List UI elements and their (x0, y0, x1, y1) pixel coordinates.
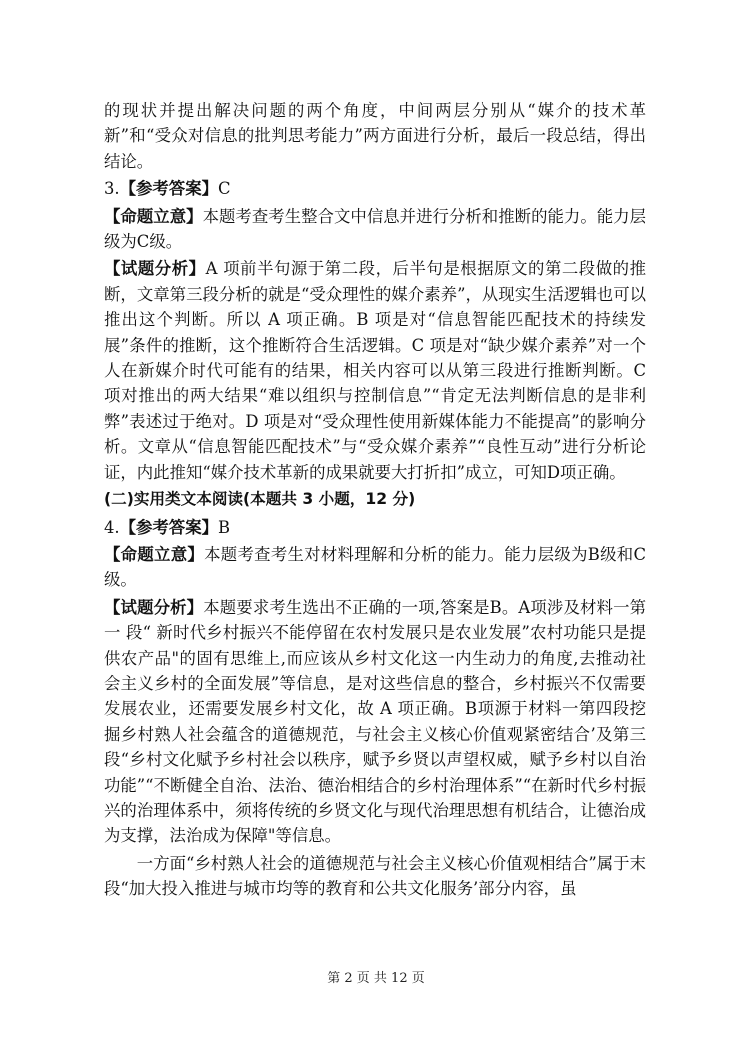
q3-analysis-text: A 项前半句源于第二段，后半句是根据原文的第二段做的推断，文章第三段分析的就是“受众理性的媒介素养”，从现实生活逻辑也可以推出这个判断。所以 A 项正确。B 项是对“信息智能匹配技术的持续发展”条件的推断，这个推断符合生活逻辑。C 项是对“缺少媒介素养”对一个人在新媒介时代可能有的结果，相关内容可以从第三段进行推断判断。C 项对推出的两大结果“难以组织与控制信息”“肯定无法判断信息的是非利弊”表述过于绝对。D 项是对“受众理性使用新媒体能力不能提高”的影响分析。文章从“信息智能匹配技术”与“受众媒介素养”“良性互动”进行分析论证，内此推知“媒介技术革新的成果就要大打折扣”成立，可知D项正确。 (104, 259, 652, 482)
q4-answer-line (104, 515, 646, 540)
section-heading: (二)实用类文本阅读(本题共 3 小题，12 分) (104, 490, 416, 509)
q3-intent-label: 【命题立意】 (104, 206, 203, 226)
q3-analysis-label: 【试题分析】 (104, 259, 206, 279)
q4-intent-text: 本题考查考生对材料理解和分析的能力。能力层级为B级和C级。 (104, 544, 646, 590)
q3-answer: C (217, 179, 231, 199)
q4-analysis (104, 595, 646, 849)
q4-answer-label: 【参考答案】 (119, 517, 218, 537)
q4-answer: B (217, 517, 231, 537)
continued-paragraph: 的现状并提出解决问题的两个角度，中间两层分别从“媒介的技术革新”和“受众对信息的批判思考能力”两方面进行分析，最后一段总结，得出结论。 (104, 101, 646, 171)
q4-number: 4. (104, 517, 120, 537)
q4-intent (104, 542, 646, 593)
q4-analysis-text: 本题要求考生选出不正确的一项,答案是B。A项涉及材料一第一 段“ 新时代乡村振兴不能停留在农村发展只是农业发展”农村功能只是提供农产品"的固有思维上,而应该从乡村文化这一内生动力的角度,去推动社会主义乡村的全面发展”等信息，是对这些信息的整合，乡村振兴不仅需要发展农业，还需要发展乡村文化，故 A 项正确。B项源于材料一第四段挖掘乡村熟人社会蕴含的道德规范，与社会主义核心价值观紧密结合’及第三段“乡村文化赋予乡村社会以秩序，赋予乡贤以声望权威，赋予乡村以自治功能”“不断健全自治、法治、德治相结合的乡村治理体系”“在新时代乡村振兴的治理体系中，须将传统的乡贤文化与现代治理思想有机结合，让德治成为支撑，法治成为保障"等信息。 (104, 597, 646, 846)
q3-analysis (104, 256, 652, 485)
q4-intent-label: 【命题立意】 (104, 544, 205, 564)
q3-answer-line (104, 176, 646, 201)
page-footer: 第 2 页 共 12 页 (327, 971, 425, 986)
q4-analysis-label: 【试题分析】 (104, 597, 204, 617)
q3-answer-label: 【参考答案】 (119, 179, 218, 199)
q3-intent-text: 本题考查考生整合文中信息并进行分析和推断的能力。能力层级为C级。 (104, 206, 647, 252)
q4-analysis-paragraph-2: 一方面“乡村熟人社会的道德规范与社会主义核心价值观相结合”属于末段“加大投入推进与城市均等的教育和公共文化服务’部分内容，虽 (104, 853, 646, 899)
page-body (104, 98, 652, 902)
q3-intent (104, 204, 646, 255)
q3-number: 3. (104, 179, 120, 199)
